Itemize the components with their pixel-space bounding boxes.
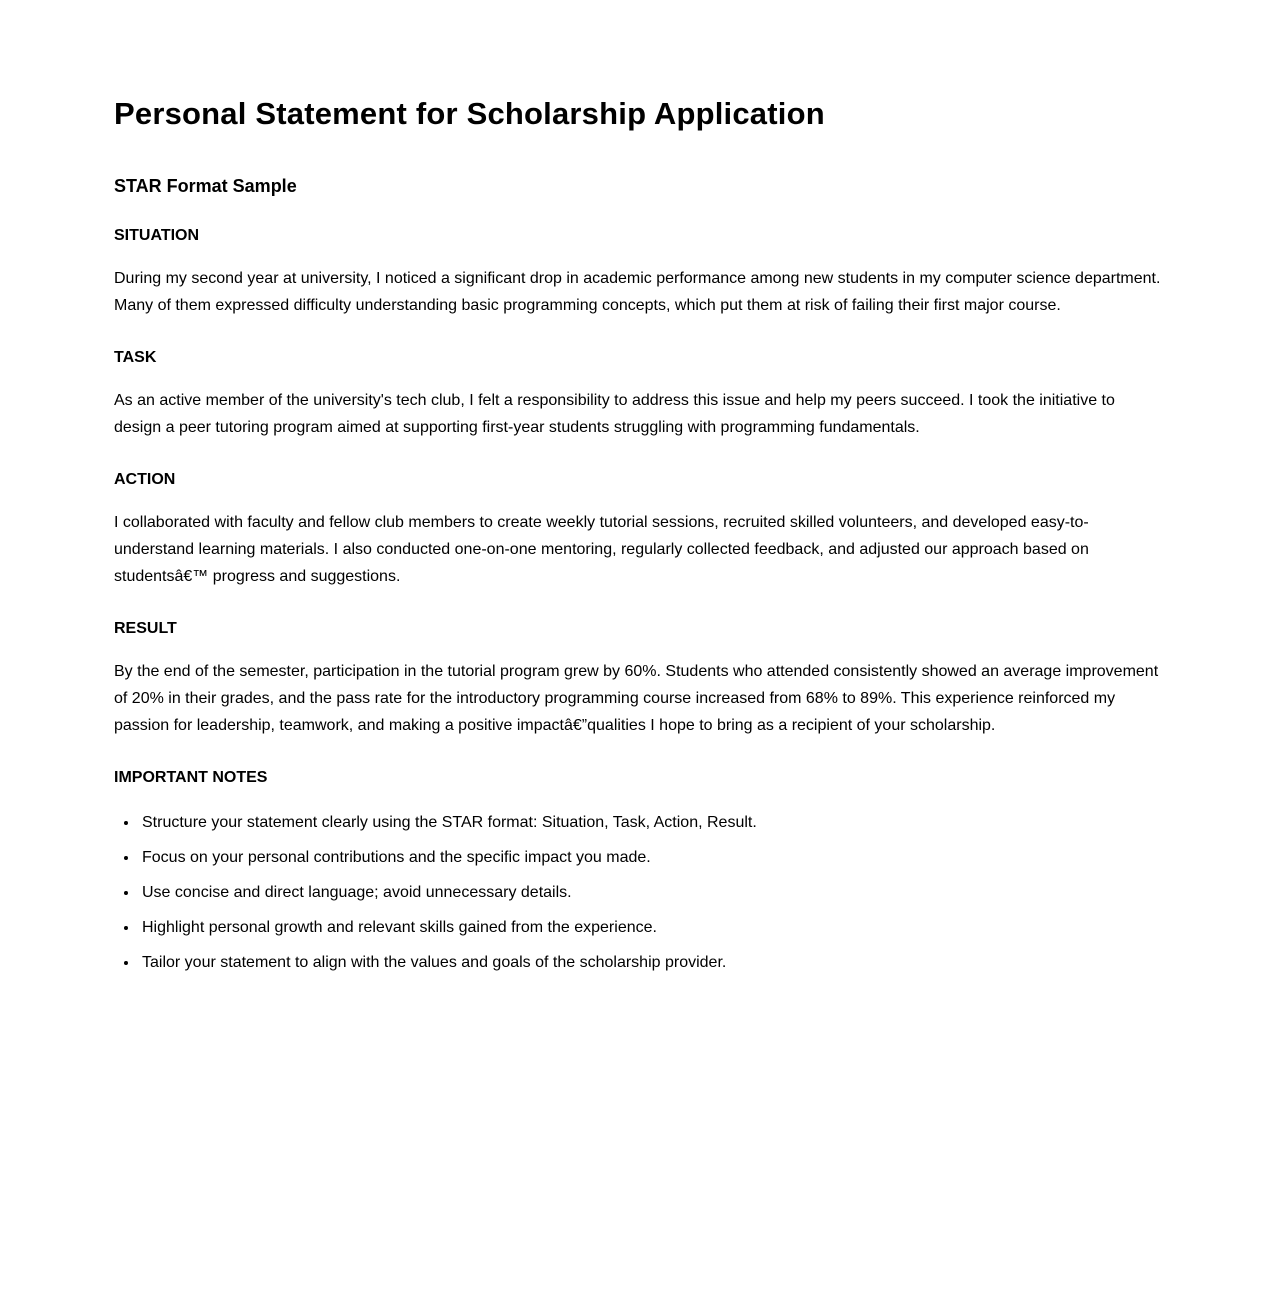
note-item: • Structure your statement clearly using the STAR format: Situation, Task, Action, Result. — [139, 809, 1164, 836]
section-body-result: By the end of the semester, participation in the tutorial program grew by 60%. Students who attended consistently showed an average improvement of 20% in their grades, and the pass rate for the introductory programming course increased from 68% to 89%. This experience reinforced my passion for leadership, teamwork, and making a positive impactâ€”qualities I hope to bring as a recipient of your scholarship. — [114, 663, 1159, 734]
section-heading-action: ACTION — [114, 471, 176, 488]
note-item: • Focus on your personal contributions and the specific impact you made. — [139, 844, 1164, 871]
notes-list — [114, 809, 1164, 976]
section-body-action: I collaborated with faculty and fellow club members to create weekly tutorial sessions, recruited skilled volunteers, and developed easy-to-understand learning materials. I also conducted one-on-one mentoring, regularly collected feedback, and adjusted our approach based on studentsâ€™ progress and suggestions. — [114, 514, 1089, 585]
section-body-situation: During my second year at university, I noticed a significant drop in academic performance among new students in my computer science department. Many of them expressed difficulty understanding basic programming concepts, which put them at risk of failing their first major course. — [114, 270, 1161, 314]
section-heading-situation: SITUATION — [114, 227, 200, 244]
section-heading-result: RESULT — [114, 620, 177, 637]
document-page — [114, 0, 1164, 976]
section-task — [114, 349, 1164, 441]
document-subtitle: STAR Format Sample — [114, 176, 297, 196]
note-item: • Highlight personal growth and relevant skills gained from the experience. — [139, 914, 1164, 941]
notes-heading: IMPORTANT NOTES — [114, 769, 268, 786]
section-result — [114, 620, 1164, 739]
section-situation — [114, 227, 1164, 319]
note-item: • Tailor your statement to align with the values and goals of the scholarship provider. — [139, 949, 1164, 976]
section-body-task: As an active member of the university's tech club, I felt a responsibility to address this issue and help my peers succeed. I took the initiative to design a peer tutoring program aimed at supporting first-year students struggling with programming fundamentals. — [114, 392, 1115, 436]
section-action — [114, 471, 1164, 590]
section-important-notes — [114, 769, 1164, 976]
note-item: • Use concise and direct language; avoid unnecessary details. — [139, 879, 1164, 906]
section-heading-task: TASK — [114, 349, 157, 366]
page-title: Personal Statement for Scholarship Application — [114, 96, 825, 131]
